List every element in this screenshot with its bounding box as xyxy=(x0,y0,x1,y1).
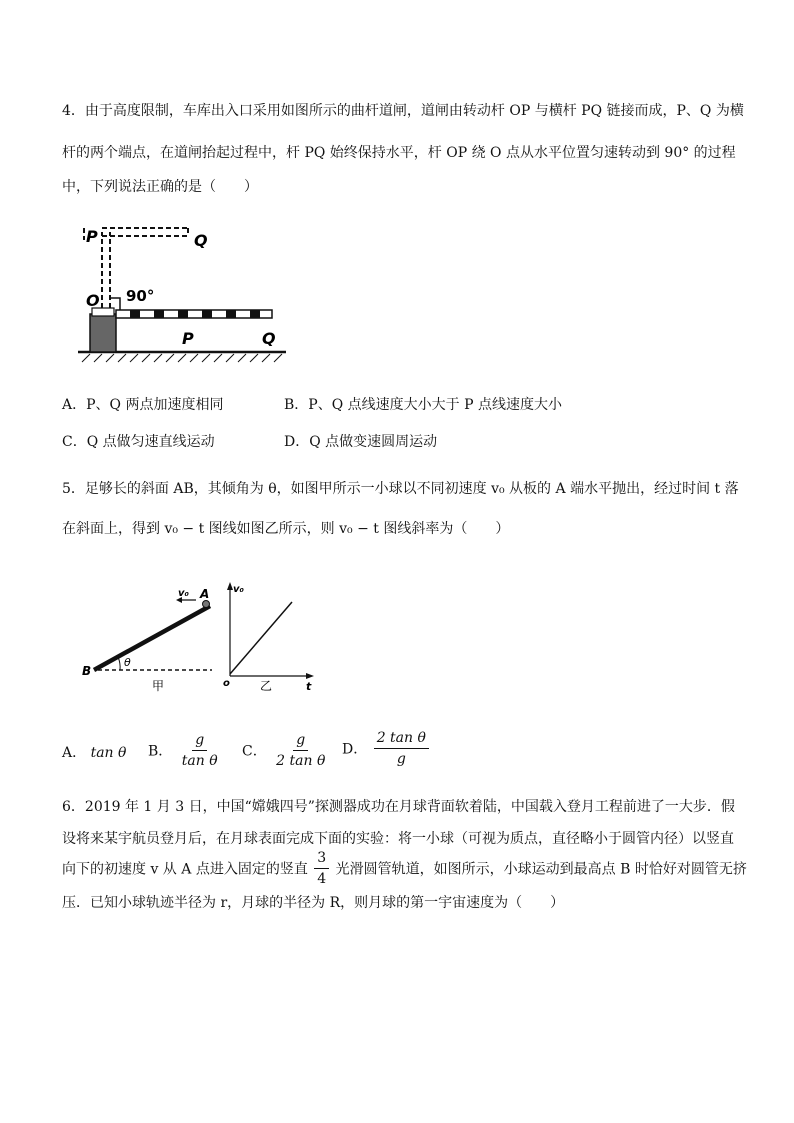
q5-option-a-prefix: A． xyxy=(62,745,87,761)
fig-label-q: Q xyxy=(262,329,276,348)
q5-option-d-denominator: g xyxy=(396,751,406,767)
fig-caption-yi: 乙 xyxy=(260,679,273,693)
graph-label-t: t xyxy=(306,680,312,693)
fig-label-a: A xyxy=(200,587,210,601)
q6-stem-line-3-part-a: 向下的初速度 v 从 A 点进入固定的竖直 xyxy=(62,861,308,878)
q6-stem-line-2: 设将来某宇航员登月后，在月球表面完成下面的实验：将一小球（可视为质点，直径略小于圆管内径）以竖直 xyxy=(62,831,734,847)
q5-option-d-fraction xyxy=(374,730,429,767)
q6-stem-line-3 xyxy=(62,850,747,887)
fig-label-p: P xyxy=(182,329,194,348)
q4-option-c[interactable]: C．Q 点做匀速直线运动 xyxy=(62,434,215,450)
q4-option-d[interactable]: D．Q 点做变速圆周运动 xyxy=(284,434,438,450)
graph-label-o: o xyxy=(223,678,230,689)
fig-label-p-top: P xyxy=(86,227,98,246)
q4-option-b[interactable]: B．P、Q 点线速度大小大于 P 点线速度大小 xyxy=(284,397,562,413)
q6-stem-line-4: 压．已知小球轨迹半径为 r，月球的半径为 R，则月球的第一宇宙速度为（ ） xyxy=(62,895,565,911)
q5-stem-line-1: 5．足够长的斜面 AB，其倾角为 θ，如图甲所示一小球以不同初速度 v₀ 从板的 A 端水平抛出，经过时间 t 落 xyxy=(62,481,739,497)
q5-option-b-fraction xyxy=(179,732,221,769)
q4-barrier-figure xyxy=(72,218,294,368)
q6-fraction-numerator: 3 xyxy=(314,850,329,869)
q5-option-d-prefix: D． xyxy=(342,741,368,758)
q5-option-b-prefix: B． xyxy=(148,743,173,760)
q5-stem-line-2: 在斜面上，得到 v₀ − t 图线如图乙所示，则 v₀ − t 图线斜率为（ ） xyxy=(62,521,510,537)
graph-label-v0: v₀ xyxy=(233,584,244,595)
q5-option-c[interactable] xyxy=(242,732,330,769)
q5-option-c-numerator: g xyxy=(293,732,308,751)
fig-label-v0: v₀ xyxy=(178,588,189,599)
q5-option-a[interactable] xyxy=(62,742,126,762)
q4-stem-line-3: 中，下列说法正确的是（ ） xyxy=(62,179,258,195)
q5-option-b-numerator: g xyxy=(192,732,207,751)
q6-stem-line-1: 6．2019 年 1 月 3 日，中国“嫦娥四号”探测器成功在月球背面软着陆，中国载入登月工程前进了一大步．假 xyxy=(62,799,735,815)
q6-stem-line-3-part-b: 光滑圆管轨道，如图所示，小球运动到最高点 B 时恰好对圆管无挤 xyxy=(335,861,747,878)
q5-option-d[interactable] xyxy=(342,730,431,767)
q5-v0-t-graph xyxy=(220,578,320,696)
fig-label-theta: θ xyxy=(124,656,131,669)
fig-label-o: O xyxy=(86,291,100,310)
q5-option-c-denominator: 2 tan θ xyxy=(276,753,326,769)
q5-incline-figure xyxy=(80,586,220,696)
fig-label-q-top: Q xyxy=(194,231,208,250)
fig-label-angle: 90° xyxy=(126,287,155,305)
q5-option-b[interactable] xyxy=(148,732,223,769)
q6-fraction-denominator: 4 xyxy=(317,871,327,887)
q6-three-quarter-fraction xyxy=(314,850,329,887)
fig-caption-jia: 甲 xyxy=(152,679,165,693)
q4-option-a[interactable]: A．P、Q 两点加速度相同 xyxy=(62,397,224,413)
q5-option-b-denominator: tan θ xyxy=(181,753,218,769)
q5-option-c-fraction xyxy=(273,732,328,769)
q5-option-a-value: tan θ xyxy=(90,745,127,761)
q4-stem-line-1: 4．由于高度限制，车库出入口采用如图所示的曲杆道闸，道闸由转动杆 OP 与横杆 PQ 链接而成，P、Q 为横 xyxy=(62,103,744,119)
q5-option-c-prefix: C． xyxy=(242,743,267,760)
fig-label-b: B xyxy=(82,664,92,678)
q4-stem-line-2: 杆的两个端点，在道闸抬起过程中，杆 PQ 始终保持水平，杆 OP 绕 O 点从水平位置匀速转动到 90° 的过程 xyxy=(62,145,736,161)
q5-option-d-numerator: 2 tan θ xyxy=(374,730,429,749)
